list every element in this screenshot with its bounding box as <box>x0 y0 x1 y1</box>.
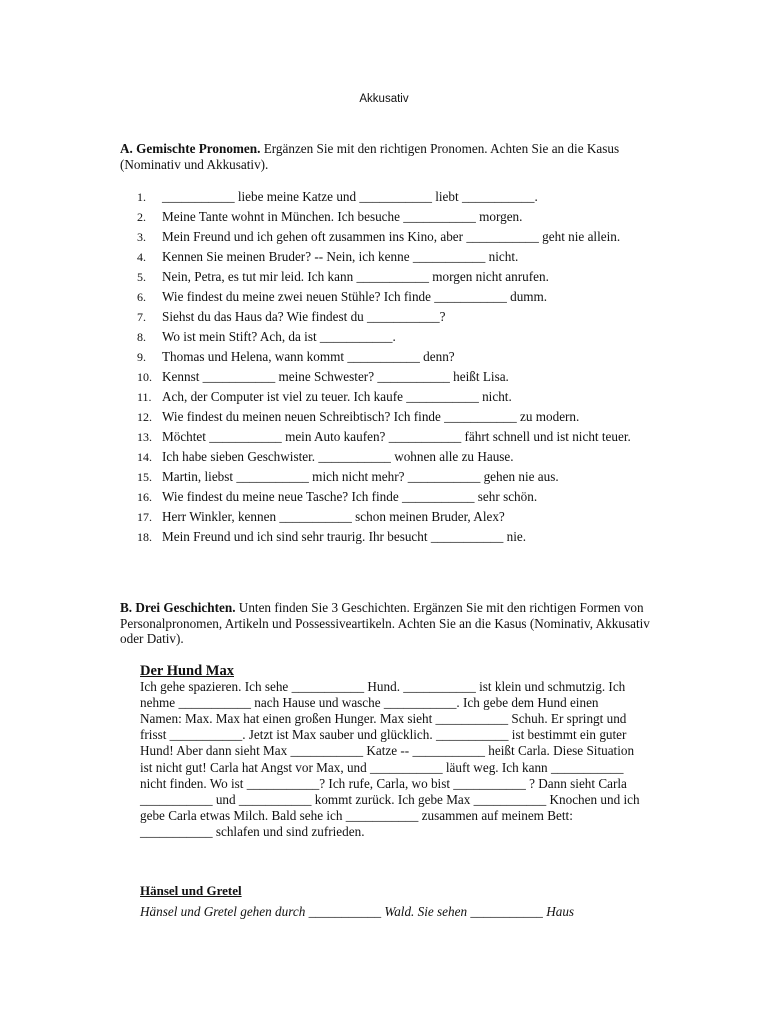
section-a-instructions: Ergänzen Sie mit den richtigen Pronomen. Achten Sie an die Kasus (Nominativ und Akkusativ). <box>120 141 620 172</box>
section-a-header <box>120 141 640 173</box>
exercise-text: Kennst ___________ meine Schwester? ___________ heißt Lisa. <box>162 369 509 384</box>
exercise-number: 13. <box>137 430 152 444</box>
section-b-header <box>120 600 650 647</box>
section-b-instructions: Unten finden Sie 3 Geschichten. Ergänzen Sie mit den richtigen Formen von Personalpronomen, Artikeln und Possessiveartikeln. Achten Sie an die Kasus (Nominativ, Akkusativ oder Dativ). <box>120 600 650 646</box>
exercise-number: 5. <box>137 270 146 284</box>
exercise-number: 10. <box>137 370 152 384</box>
exercise-number: 2. <box>137 210 146 224</box>
exercise-number: 9. <box>137 350 146 364</box>
exercise-item <box>137 209 637 225</box>
exercise-text: Mein Freund und ich gehen oft zusammen ins Kino, aber ___________ geht nie allein. <box>162 229 621 244</box>
exercise-number: 11. <box>137 390 152 404</box>
exercise-text: Wie findest du meine zwei neuen Stühle? Ich finde ___________ dumm. <box>162 289 548 304</box>
exercise-text: Möchtet ___________ mein Auto kaufen? ___________ fährt schnell und ist nicht teuer. <box>162 429 631 444</box>
exercise-item <box>137 329 637 345</box>
exercise-item <box>137 409 637 425</box>
exercise-text: Wie findest du meine neue Tasche? Ich finde ___________ sehr schön. <box>162 489 538 504</box>
exercise-item <box>137 249 637 265</box>
exercise-item <box>137 189 637 205</box>
exercise-item <box>137 289 637 305</box>
exercise-number: 7. <box>137 310 146 324</box>
exercise-text: Martin, liebst ___________ mich nicht mehr? ___________ gehen nie aus. <box>162 469 559 484</box>
exercise-text: Nein, Petra, es tut mir leid. Ich kann ___________ morgen nicht anrufen. <box>162 269 549 284</box>
story-haensel-und-gretel <box>140 880 640 922</box>
exercise-number: 12. <box>137 410 152 424</box>
page-title: Akkusativ <box>359 93 409 105</box>
exercise-text: Siehst du das Haus da? Wie findest du ___________? <box>162 309 446 324</box>
exercise-number: 6. <box>137 290 146 304</box>
exercise-number: 18. <box>137 530 152 544</box>
section-b-heading: B. Drei Geschichten. <box>120 600 236 615</box>
story-title: Hänsel und Gretel <box>140 883 242 898</box>
exercise-item <box>137 349 637 365</box>
exercise-text: Wo ist mein Stift? Ach, da ist ___________. <box>162 329 396 344</box>
exercise-number: 4. <box>137 250 146 264</box>
exercise-text: Herr Winkler, kennen ___________ schon meinen Bruder, Alex? <box>162 509 505 524</box>
exercise-list <box>137 189 637 549</box>
exercise-number: 16. <box>137 490 152 504</box>
exercise-item <box>137 389 637 405</box>
exercise-item <box>137 469 637 485</box>
exercise-item <box>137 489 637 505</box>
story-der-hund-max <box>140 663 640 840</box>
exercise-text: ___________ liebe meine Katze und ___________ liebt ___________. <box>162 189 538 204</box>
exercise-item <box>137 529 637 545</box>
story-text: Hänsel und Gretel gehen durch ___________ Wald. Sie sehen ___________ Haus <box>140 904 575 919</box>
exercise-item <box>137 449 637 465</box>
exercise-item <box>137 309 637 325</box>
story-text: Ich gehe spazieren. Ich sehe ___________ Hund. ___________ ist klein und schmutzig. Ich nehme ___________ nach Hause und wasche ___________. Ich gebe dem Hund einen Namen: Max. Max hat einen großen Hunger. Max sieht ___________ Schuh. Er springt und frisst ___________. Jetzt ist Max sauber und glücklich. ___________ ist bestimmt ein guter Hund! Aber dann sieht Max ___________ Katze -- ___________ heißt Carla. Diese Situation ist nicht gut! Carla hat Angst vor Max, und ___________ läuft weg. Ich kann ___________ nicht finden. Wo ist ___________? Ich rufe, Carla, wo bist ___________ ? Dann sieht Carla ___________ und ___________ kommt zurück. Ich gebe Max ___________ Knochen und ich gebe Carla etwas Milch. Bald sehe ich ___________ zusammen auf meinem Bett: ___________ schlafen und sind zufrieden. <box>140 679 640 839</box>
exercise-text: Ich habe sieben Geschwister. ___________ wohnen alle zu Hause. <box>162 449 514 464</box>
section-a-heading: A. Gemischte Pronomen. <box>120 141 261 156</box>
exercise-number: 8. <box>137 330 146 344</box>
exercise-number: 1. <box>137 190 146 204</box>
exercise-item <box>137 369 637 385</box>
exercise-text: Thomas und Helena, wann kommt ___________ denn? <box>162 349 455 364</box>
exercise-number: 15. <box>137 470 152 484</box>
exercise-item <box>137 509 637 525</box>
exercise-item <box>137 269 637 285</box>
exercise-item <box>137 429 637 445</box>
exercise-text: Mein Freund und ich sind sehr traurig. Ihr besucht ___________ nie. <box>162 529 527 544</box>
exercise-text: Meine Tante wohnt in München. Ich besuche ___________ morgen. <box>162 209 523 224</box>
exercise-text: Kennen Sie meinen Bruder? -- Nein, ich kenne ___________ nicht. <box>162 249 519 264</box>
story-title: Der Hund Max <box>140 663 234 679</box>
exercise-number: 3. <box>137 230 146 244</box>
exercise-number: 17. <box>137 510 152 524</box>
exercise-number: 14. <box>137 450 152 464</box>
exercise-text: Ach, der Computer ist viel zu teuer. Ich kaufe ___________ nicht. <box>162 389 512 404</box>
exercise-item <box>137 229 637 245</box>
exercise-text: Wie findest du meinen neuen Schreibtisch? Ich finde ___________ zu modern. <box>162 409 580 424</box>
